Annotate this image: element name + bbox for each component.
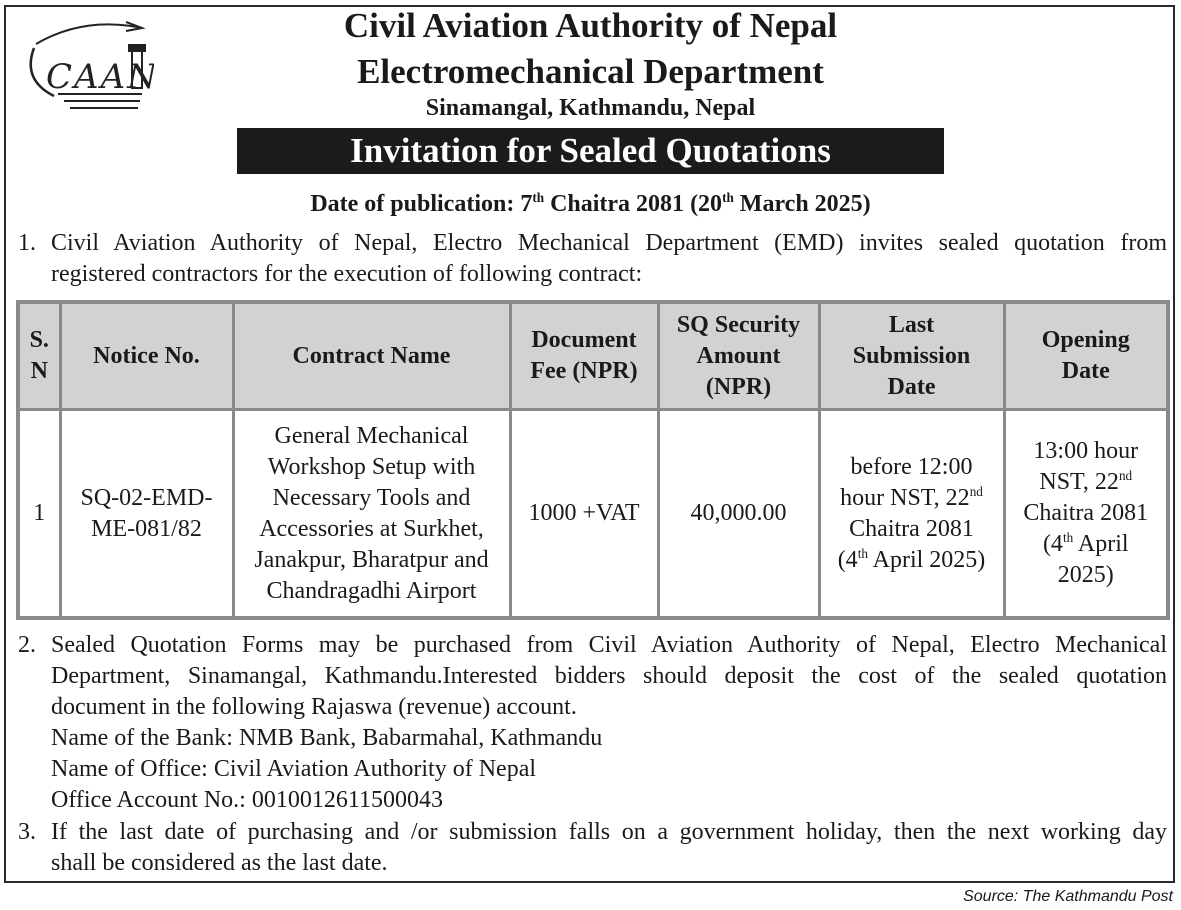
paragraph-number: 1.: [18, 230, 36, 256]
table-row: [18, 410, 1168, 619]
cell-opening-date: 13:00 hour NST, 22nd Chaitra 2081 (4th April 2025): [1004, 410, 1168, 619]
cell-security-amount: 40,000.00: [658, 410, 819, 619]
paragraph-1: [18, 228, 1167, 290]
paragraph-line: Department, Sinamangal, Kathmandu.Interested bidders should deposit the cost of the sealed quotation: [51, 663, 1167, 689]
header-sn: S. N: [18, 302, 60, 410]
address: Sinamangal, Kathmandu, Nepal: [425, 95, 756, 121]
paragraph-line: registered contractors for the execution of following contract:: [51, 261, 643, 287]
header-last-submission: Last Submission Date: [819, 302, 1004, 410]
cell-notice-no: SQ-02-EMD- ME-081/82: [60, 410, 233, 619]
cell-document-fee: 1000 +VAT: [510, 410, 658, 619]
header-contract-name: Contract Name: [233, 302, 510, 410]
paragraph-line: Civil Aviation Authority of Nepal, Electro Mechanical Department (EMD) invites sealed quotation from: [51, 230, 1167, 256]
paragraph-line: Sealed Quotation Forms may be purchased from Civil Aviation Authority of Nepal, Electro Mechanical: [51, 632, 1167, 658]
cell-contract-name: General Mechanical Workshop Setup with Necessary Tools and Accessories at Surkhet, Janakpur, Bharatpur and Chandragadhi Airport: [233, 410, 510, 619]
bank-name: Name of the Bank: NMB Bank, Babarmahal, Kathmandu: [51, 725, 603, 751]
department-title: Electromechanical Department: [357, 52, 824, 91]
publication-day-suffix: th: [532, 189, 545, 205]
paragraph-line: shall be considered as the last date.: [51, 850, 388, 876]
office-name: Name of Office: Civil Aviation Authority of Nepal: [51, 756, 537, 782]
paragraph-number: 2.: [18, 632, 36, 658]
publication-label: Date of publication:: [310, 191, 515, 217]
paragraph-3: [18, 817, 1167, 879]
header-document-fee: Document Fee (NPR): [510, 302, 658, 410]
cell-last-submission: before 12:00 hour NST, 22nd Chaitra 2081 (4th April 2025): [819, 410, 1004, 619]
publication-day: 7: [520, 191, 533, 217]
header-notice-no: Notice No.: [60, 302, 233, 410]
publication-month-year: Chaitra 2081: [550, 191, 685, 217]
paragraph-line: document in the following Rajaswa (revenue) account.: [51, 694, 577, 720]
paragraph-2: [18, 630, 1167, 816]
publication-ad-rest: March 2025): [739, 191, 871, 217]
notice-banner: Invitation for Sealed Quotations: [237, 128, 944, 174]
organization-title: Civil Aviation Authority of Nepal: [343, 6, 838, 45]
paragraph-line: If the last date of purchasing and /or submission falls on a government holiday, then the next working day: [51, 819, 1167, 845]
cell-sn: 1: [18, 410, 60, 619]
source-credit: Source: The Kathmandu Post: [963, 888, 1173, 905]
office-account-number: Office Account No.: 0010012611500043: [51, 787, 443, 813]
table-header-row: [18, 302, 1168, 410]
header-opening-date: Opening Date: [1004, 302, 1168, 410]
logo-text: CAAN: [46, 57, 154, 97]
publication-ad-suffix: th: [722, 189, 734, 205]
header-security-amount: SQ Security Amount (NPR): [658, 302, 819, 410]
paragraph-number: 3.: [18, 819, 36, 845]
publication-date: [0, 189, 1181, 219]
publication-ad-open: (20: [690, 191, 723, 217]
quotation-table: [16, 300, 1170, 620]
